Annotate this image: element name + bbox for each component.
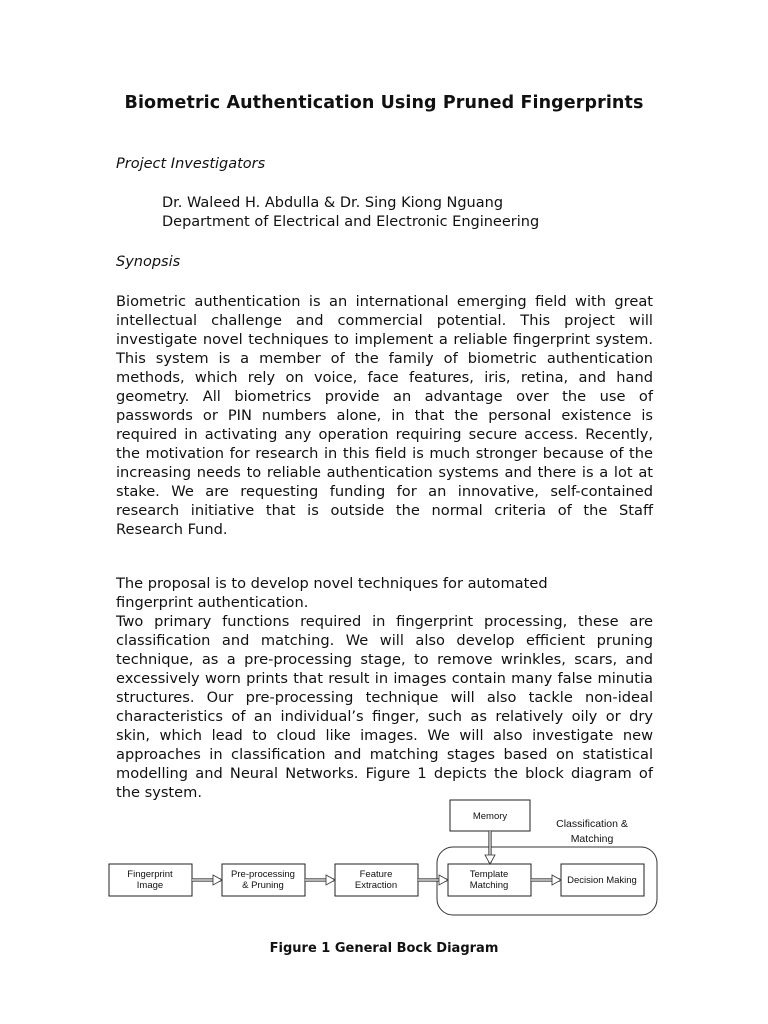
template-label-line-2: Matching: [469, 880, 509, 891]
synopsis-paragraph-3: Two primary functions required in fingerprint processing, these are classification and matching. We will also develop efficient pruning technique, as a pre-processing stage, to remove wrinkles, scars, and excessively worn prints that result in images contain many false minutia structures. Our pre-processing technique will also tackle non-ideal characteristics of an individual’s finger, such as relatively oily or dry skin, which lead to cloud like images. We will also investigate new approaches in classification and matching stages based on statistical modelling and Neural Networks. Figure 1 depicts the block diagram of the system.: [116, 613, 653, 801]
group-label-line-1: Classification &: [556, 818, 628, 830]
feature-label-line-1: Feature: [359, 869, 393, 880]
feature-label-line-2: Extraction: [354, 880, 398, 891]
preprocessing-label-line-2: & Pruning: [242, 880, 284, 891]
synopsis-paragraph-1: Biometric authentication is an international emerging field with great intellectual challenge and commercial potential. This project will investigate novel techniques to implement a reliable fingerprint system. This system is a member of the family of biometric authentication methods, which rely on voice, face features, iris, retina, and hand geometry. All biometrics provide an advantage over the use of passwords or PIN numbers alone, in that the personal existence is required in activating any operation requiring secure access. Recently, the motivation for research in this field is much stronger because of the increasing needs to reliable authentication systems and there is a lot at stake. We are requesting funding for an innovative, self-contained research initiative that is outside the normal criteria of the Staff Research Fund.: [116, 293, 653, 538]
memory-label: Memory: [472, 811, 508, 822]
investigators-heading: Project Investigators: [116, 156, 266, 172]
synopsis-paragraph-2-line-2: fingerprint authentication.: [116, 594, 309, 611]
investigator-names: Dr. Waleed H. Abdulla & Dr. Sing Kiong Nguang: [162, 195, 504, 211]
decision-label: Decision Making: [567, 875, 637, 886]
fingerprint-label-line-2: Image: [136, 880, 164, 891]
preprocessing-label-line-1: Pre-processing: [231, 869, 295, 880]
figure-caption: Figure 1 General Bock Diagram: [269, 941, 499, 956]
document-title: Biometric Authentication Using Pruned Fingerprints: [124, 93, 644, 113]
synopsis-heading: Synopsis: [116, 254, 181, 270]
template-label-line-1: Template: [469, 869, 509, 880]
group-label-line-2: Matching: [570, 833, 614, 845]
fingerprint-label-line-1: Fingerprint: [127, 869, 173, 880]
investigator-department: Department of Electrical and Electronic Engineering: [162, 214, 540, 230]
synopsis-paragraph-2-line-1: The proposal is to develop novel techniques for automated: [116, 575, 548, 592]
